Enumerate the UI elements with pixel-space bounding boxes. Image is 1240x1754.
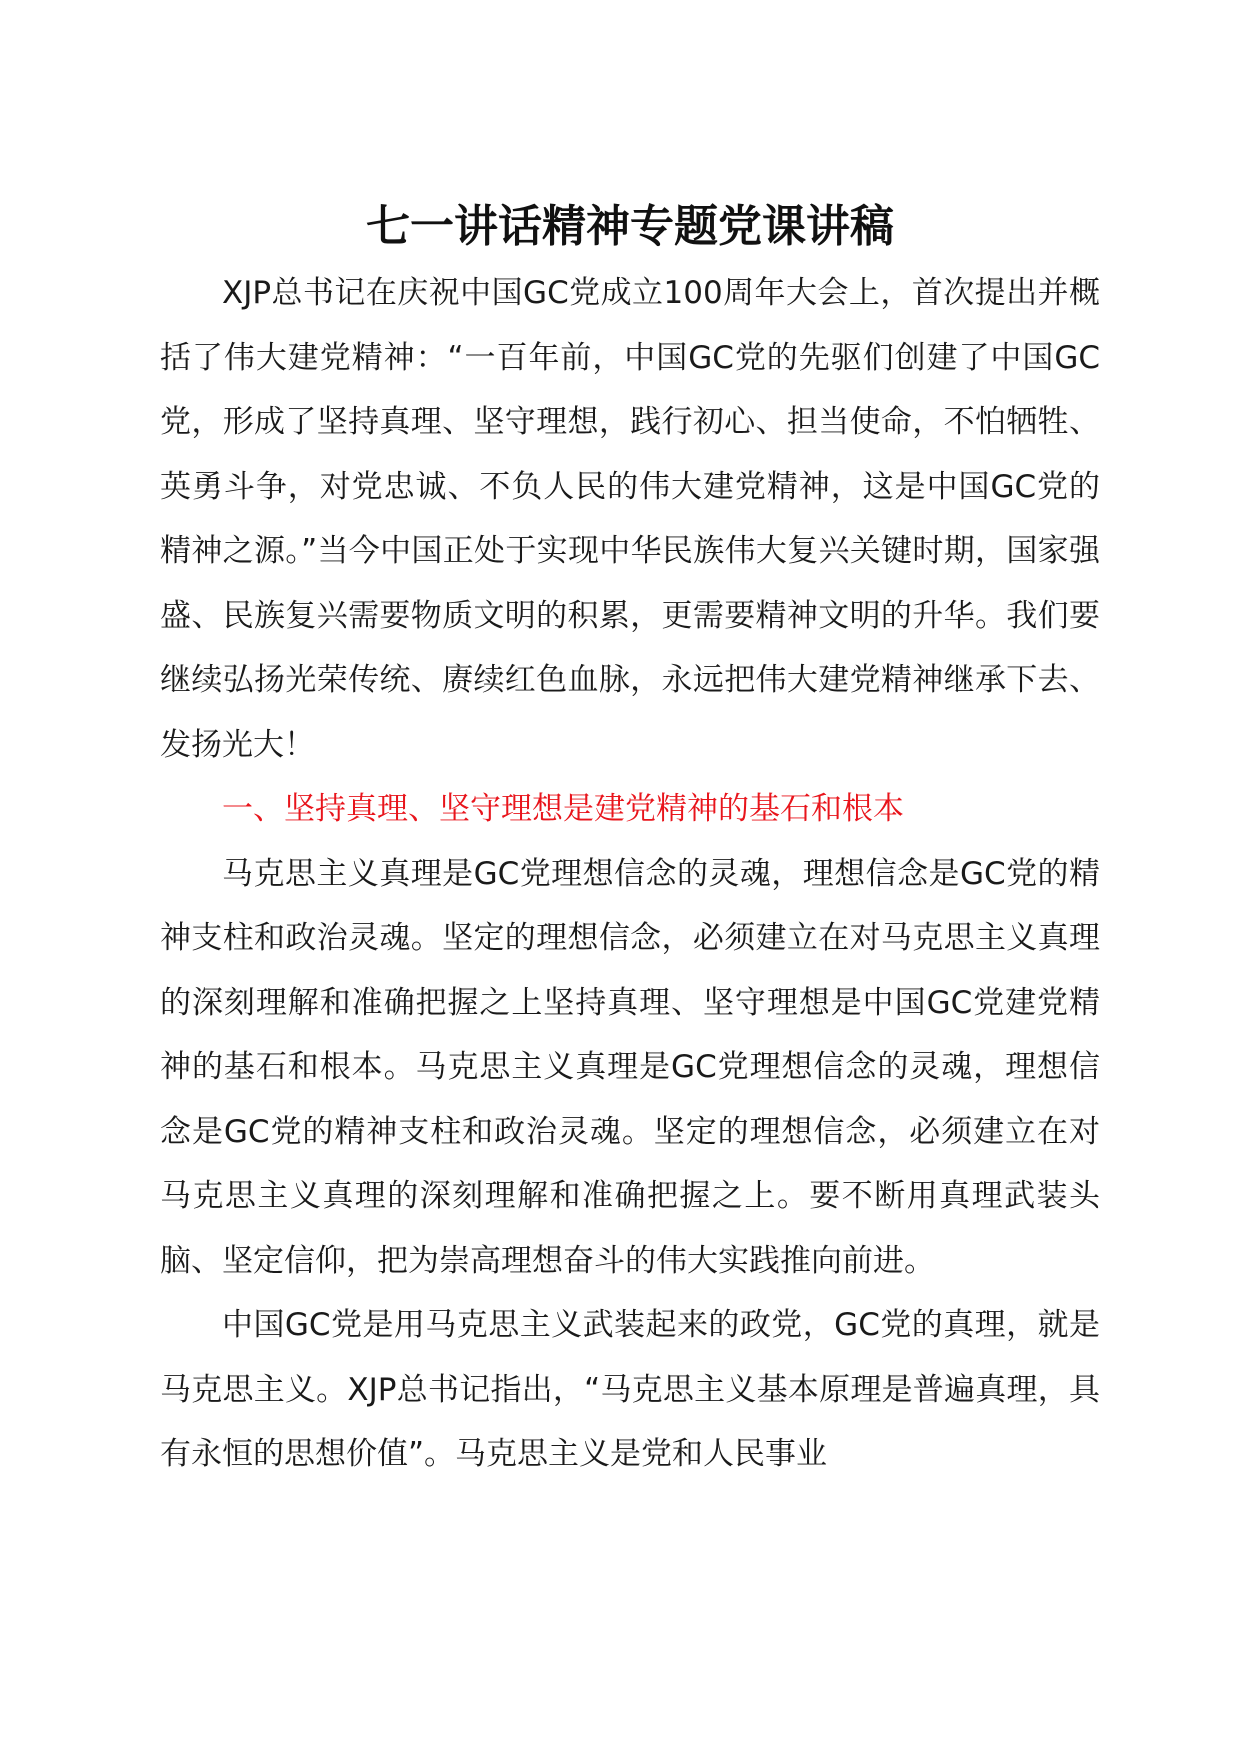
document-content xyxy=(160,195,1100,1487)
intro-paragraph: XJP总书记在庆祝中国GC党成立100周年大会上，首次提出并概括了伟大建党精神：“一百年前，中国GC党的先驱们创建了中国GC党，形成了坚持真理、坚守理想，践行初心、担当使命，不怕牺牲、英勇斗争，对党忠诚、不负人民的伟大建党精神，这是中国GC党的精神之源。”当今中国正处于实现中华民族伟大复兴关键时期，国家强盛、民族复兴需要物质文明的积累，更需要精神文明的升华。我们要继续弘扬光荣传统、赓续红色血脉，永远把伟大建党精神继承下去、发扬光大！ xyxy=(160,275,1100,763)
section1-paragraph-1: 马克思主义真理是GC党理想信念的灵魂，理想信念是GC党的精神支柱和政治灵魂。坚定的理想信念，必须建立在对马克思主义真理的深刻理解和准确把握之上坚持真理、坚守理想是中国GC党建党精神的基石和根本。马克思主义真理是GC党理想信念的灵魂，理想信念是GC党的精神支柱和政治灵魂。坚定的理想信念，必须建立在对马克思主义真理的深刻理解和准确把握之上。要不断用真理武装头脑、坚定信仰，把为崇高理想奋斗的伟大实践推向前进。 xyxy=(160,855,1100,1279)
document-title: 七一讲话精神专题党课讲稿 xyxy=(366,201,894,252)
section1-paragraph-2: 中国GC党是用马克思主义武装起来的政党，GC党的真理，就是马克思主义。XJP总书记指出，“马克思主义基本原理是普遍真理，具有永恒的思想价值”。马克思主义是党和人民事业 xyxy=(160,1307,1100,1472)
section-heading-1: 一、坚持真理、坚守理想是建党精神的基石和根本 xyxy=(222,791,904,827)
